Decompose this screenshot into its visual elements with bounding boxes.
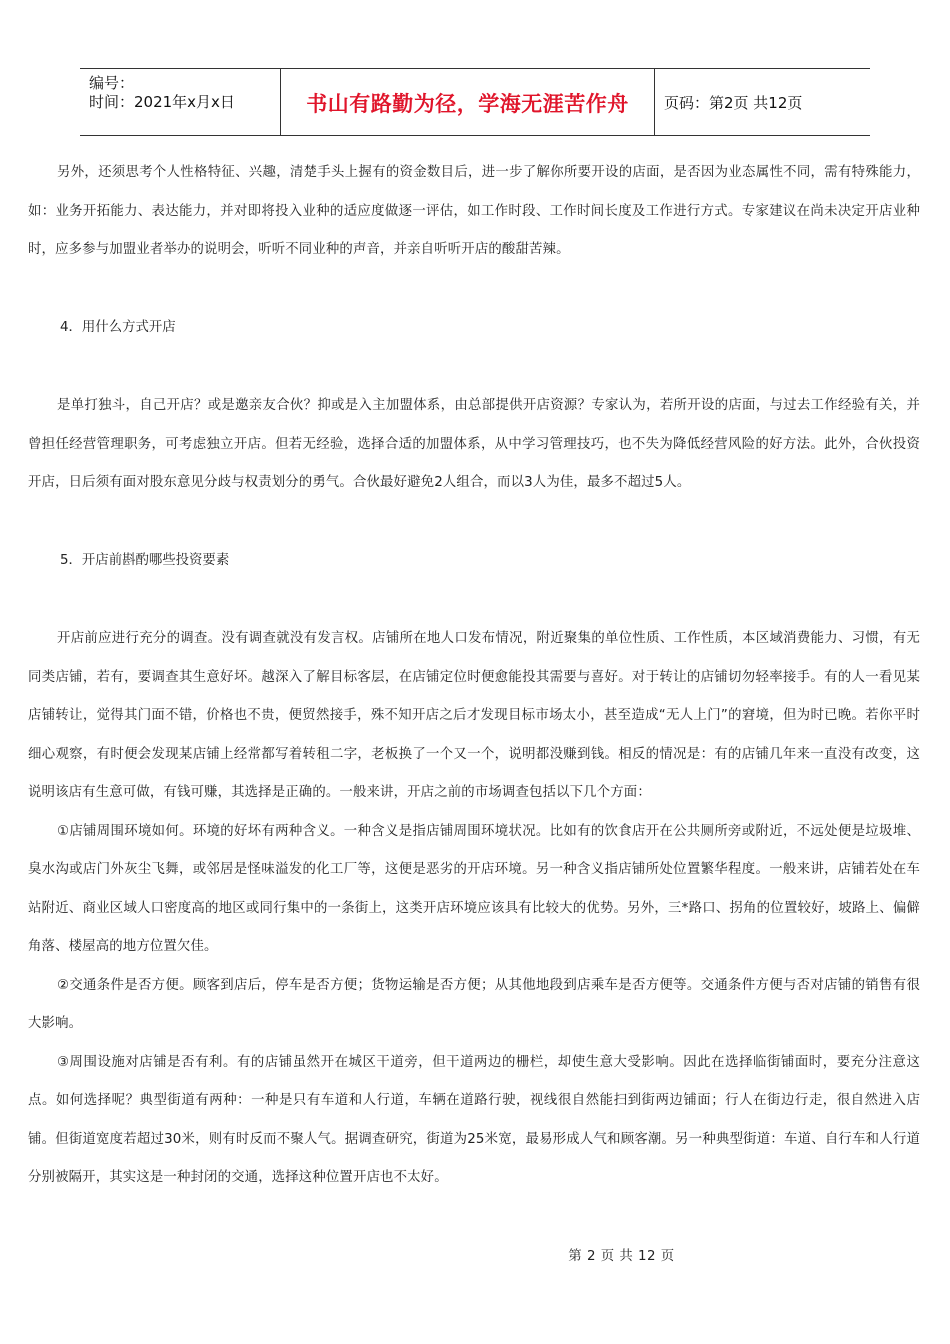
- paragraph-facilities: ③周围设施对店铺是否有利。有的店铺虽然开在城区干道旁，但干道两边的栅栏，却使生意大受影响。因此在选择临街铺面时，要充分注意这点。如何选择呢？典型街道有两种：一种是只有车道和人行道，车辆在道路行驶，视线很自然能扫到街两边铺面；行人在街边行走，很自然进入店铺。但街道宽度若超过30米，则有时反而不聚人气。据调查研究，街道为25米宽，最易形成人气和顾客潮。另一种典型街道：车道、自行车和人行道分别被隔开，其实这是一种封闭的交通，选择这种位置开店也不太好。: [28, 1054, 920, 1185]
- paragraph-transport: ②交通条件是否方便。顾客到店后，停车是否方便；货物运输是否方便；从其他地段到店乘车是否方便等。交通条件方便与否对店铺的销售有很大影响。: [28, 977, 920, 1031]
- document-body: [28, 154, 920, 1198]
- header-meta: [80, 69, 281, 135]
- header-motto: 书山有路勤为径，学海无涯苦作舟: [281, 69, 655, 135]
- paragraph-personal-traits: 另外，还须思考个人性格特征、兴趣，清楚手头上握有的资金数目后，进一步了解你所要开设的店面，是否因为业态属性不同，需有特殊能力，如：业务开拓能力、表达能力，并对即将投入业种的适应度做逐一评估，如工作时段、工作时间长度及工作进行方式。专家建议在尚未决定开店业种时，应多参与加盟业者举办的说明会，听听不同业种的声音，并亲自听听开店的酸甜苦辣。: [28, 165, 920, 257]
- section-heading-4: 4．用什么方式开店: [60, 319, 176, 335]
- paragraph-opening-method: 是单打独斗，自己开店？或是邀亲友合伙？抑或是入主加盟体系，由总部提供开店资源？专家认为，若所开设的店面，与过去工作经验有关，并曾担任经营管理职务，可考虑独立开店。但若无经验，选择合适的加盟体系，从中学习管理技巧，也不失为降低经营风险的好方法。此外，合伙投资开店，日后须有面对股东意见分歧与权责划分的勇气。合伙最好避免2人组合，而以3人为佳，最多不超过5人。: [28, 398, 920, 490]
- number-label: 编号：: [89, 74, 135, 92]
- page-footer: 第 2 页 共 12 页: [568, 1249, 675, 1264]
- paragraph-environment: ①店铺周围环境如何。环境的好坏有两种含义。一种含义是指店铺周围环境状况。比如有的饮食店开在公共厕所旁或附近，不远处便是垃圾堆、臭水沟或店门外灰尘飞舞，或邻居是怪味溢发的化工厂等，这便是恶劣的开店环境。另一种含义指店铺所处位置繁华程度。一般来讲，店铺若处在车站附近、商业区域人口密度高的地区或同行集中的一条街上，这类开店环境应该具有比较大的优势。另外，三*路口、拐角的位置较好，坡路上、偏僻角落、楼屋高的地方位置欠佳。: [28, 823, 920, 954]
- time-label: 时间：2021年x月x日: [89, 93, 235, 111]
- document-header: [80, 68, 870, 136]
- header-page-info: 页码：第2页 共12页: [664, 93, 803, 112]
- section-heading-5: 5．开店前斟酌哪些投资要素: [60, 552, 230, 568]
- paragraph-market-research: 开店前应进行充分的调查。没有调查就没有发言权。店铺所在地人口发布情况，附近聚集的单位性质、工作性质，本区域消费能力、习惯，有无同类店铺，若有，要调查其生意好坏。越深入了解目标客层，在店铺定位时便愈能投其需要与喜好。对于转让的店铺切勿轻率接手。有的人一看见某店铺转让，觉得其门面不错，价格也不贵，便贸然接手，殊不知开店之后才发现目标市场太小，甚至造成“无人上门”的窘境，但为时已晚。若你平时细心观察，有时便会发现某店铺上经常都写着转租二字，老板换了一个又一个，说明都没赚到钱。相反的情况是：有的店铺几年来一直没有改变，这说明该店有生意可做，有钱可赚，其选择是正确的。一般来讲，开店之前的市场调查包括以下几个方面：: [28, 631, 920, 800]
